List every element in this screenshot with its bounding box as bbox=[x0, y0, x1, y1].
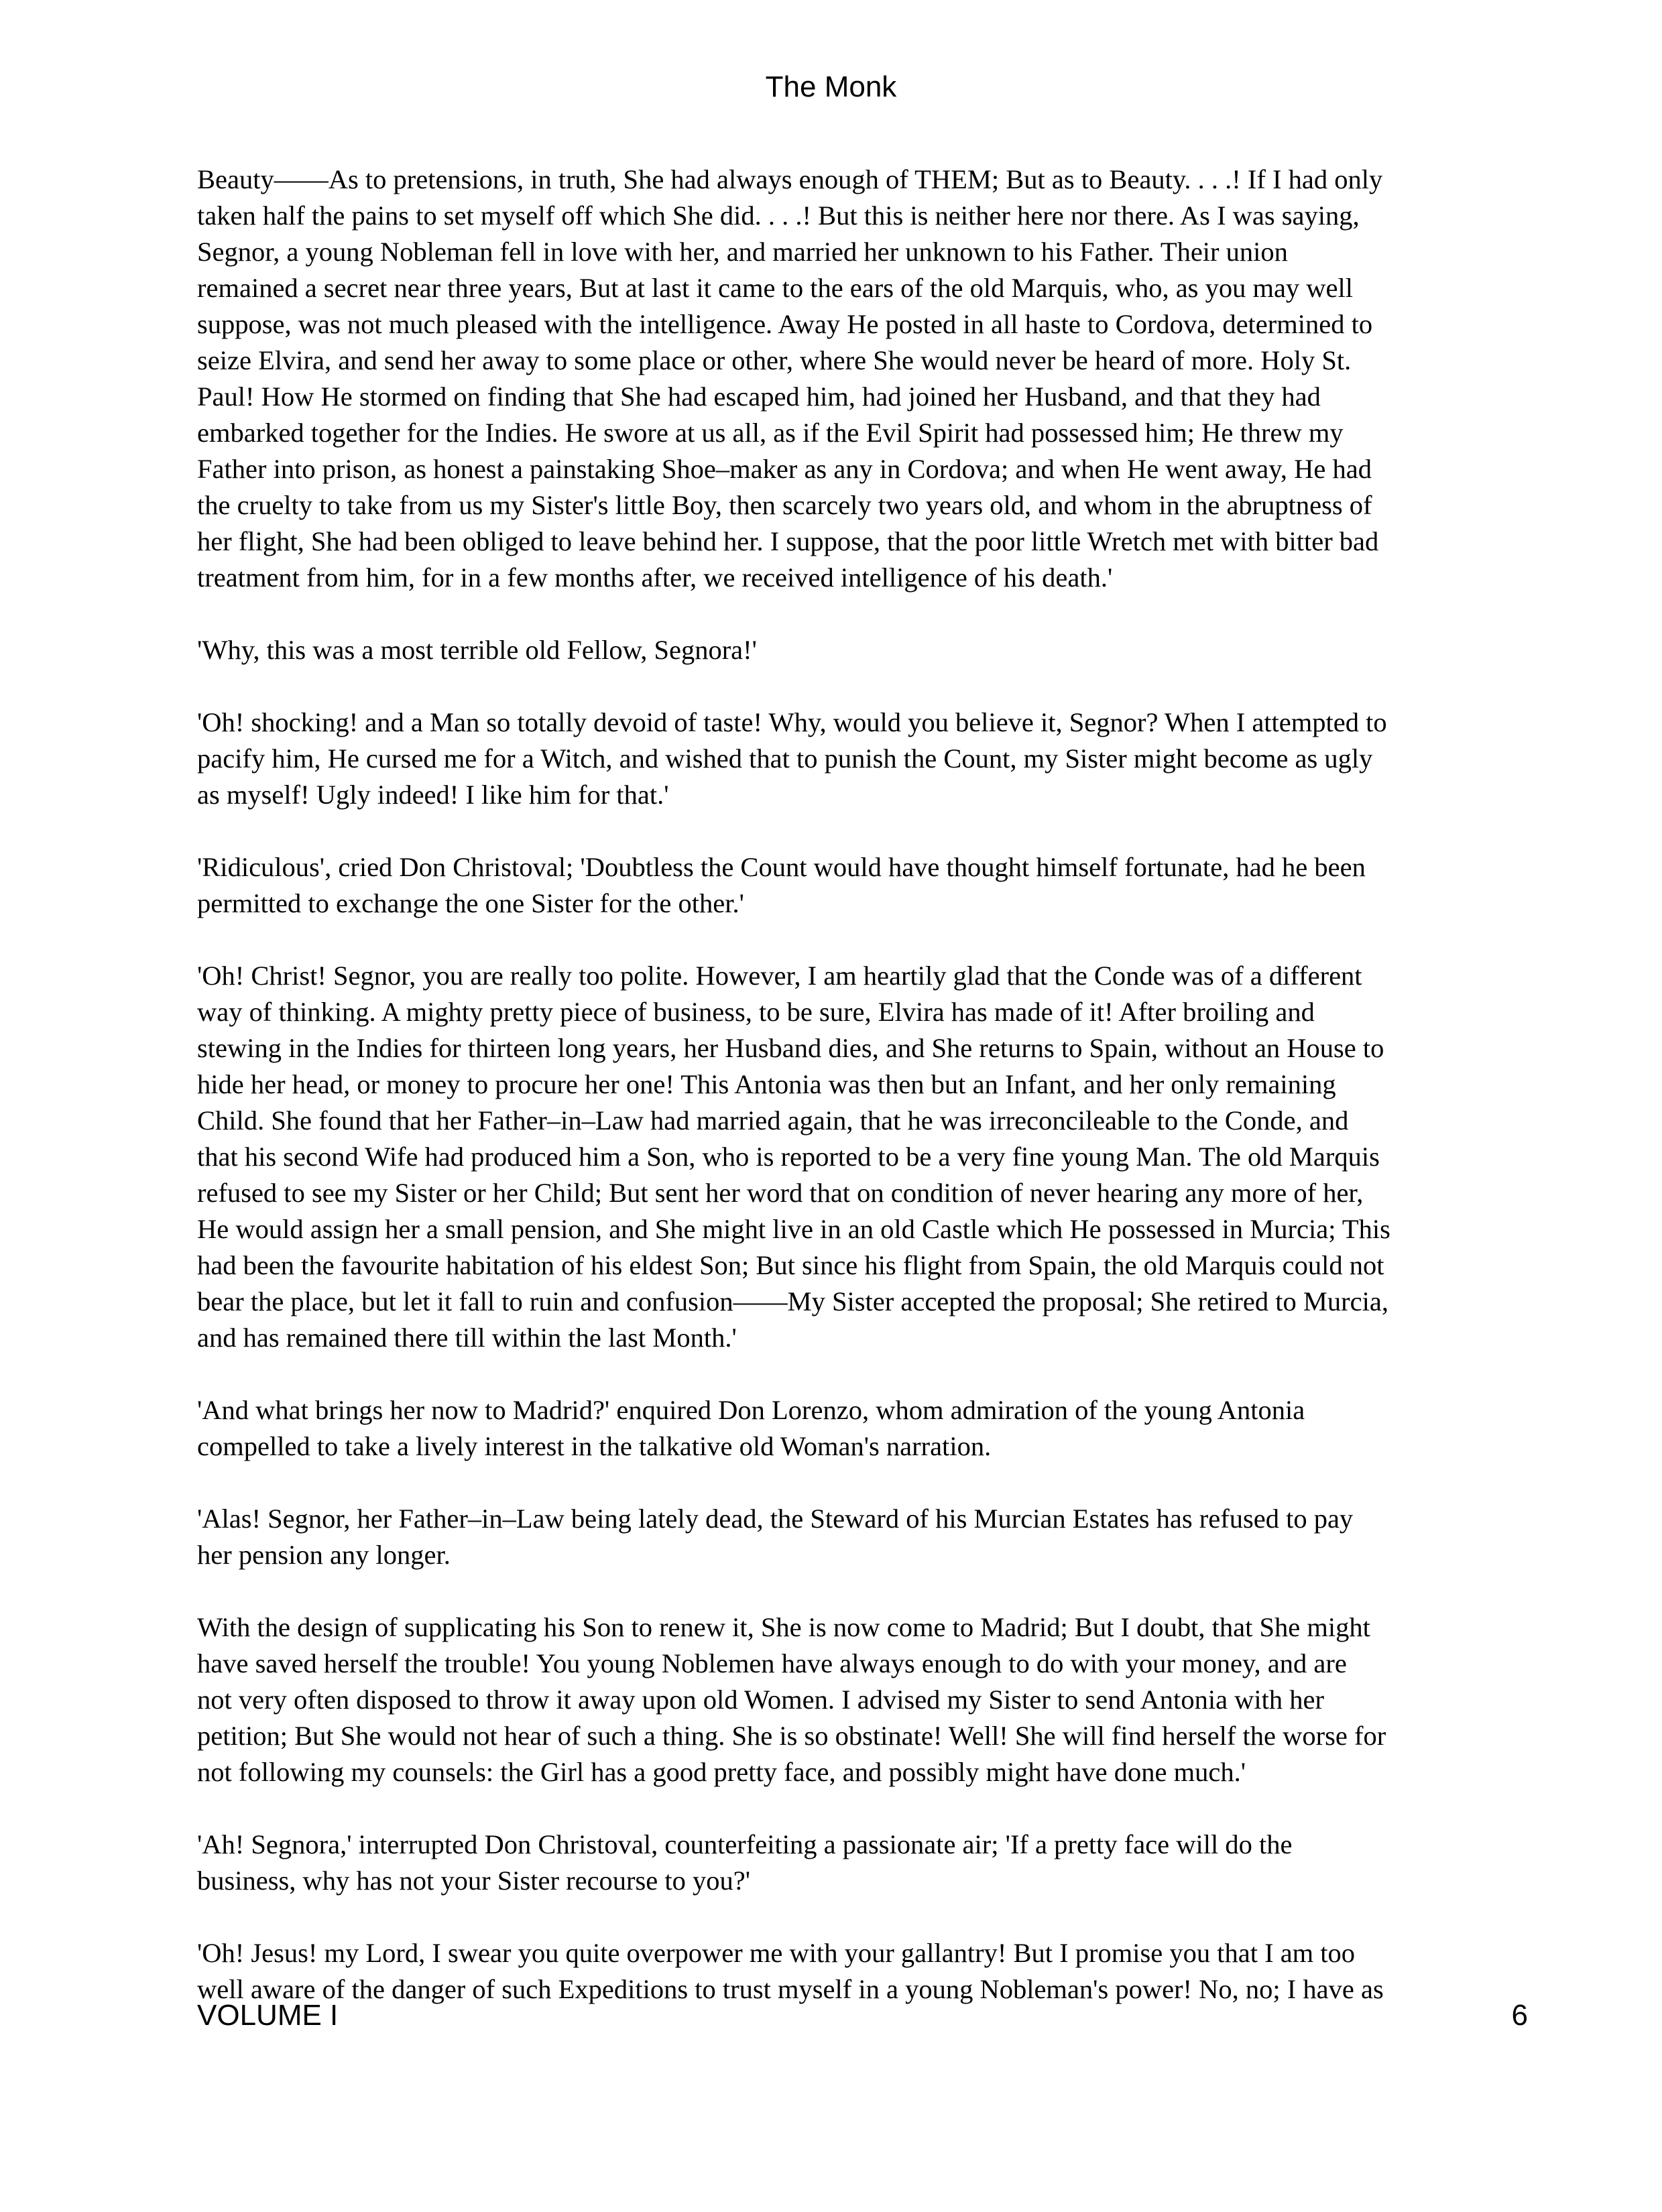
page-number: 6 bbox=[1511, 1999, 1528, 2032]
page-footer bbox=[197, 1998, 1528, 2034]
page-title: The Monk bbox=[765, 70, 897, 103]
paragraph: 'Oh! shocking! and a Man so totally devoid of taste! Why, would you believe it, Segnor? When I attempted to pacify him, He cursed me for a Witch, and wished that to punish the Count, my Sister might become as ugly as myself! Ugly indeed! I like him for that.' bbox=[197, 707, 1387, 810]
paragraph: 'Why, this was a most terrible old Fellow, Segnora!' bbox=[197, 635, 757, 665]
volume-label: VOLUME I bbox=[197, 1999, 339, 2032]
paragraph: 'Ah! Segnora,' interrupted Don Christoval, counterfeiting a passionate air; 'If a pretty face will do the business, why has not your Sister recourse to you?' bbox=[197, 1829, 1293, 1896]
body-text bbox=[197, 162, 1605, 2044]
paragraph: 'Alas! Segnor, her Father–in–Law being lately dead, the Steward of his Murcian Estates has refused to pay her pension any longer. bbox=[197, 1503, 1354, 1570]
paragraph: Beauty——As to pretensions, in truth, She had always enough of THEM; But as to Beauty. . . .! If I had only taken half the pains to set myself off which She did. . . .! But this is neither here nor there. As I was saying, Segnor, a young Nobleman fell in love with her, and married her unknown to his Father. Their union remained a secret near three years, But at last it came to the ears of the old Marquis, who, as you may well suppose, was not much pleased with the intelligence. Away He posted in all haste to Cordova, determined to seize Elvira, and send her away to some place or other, where She would never be heard of more. Holy St. Paul! How He stormed on finding that She had escaped him, had joined her Husband, and that they had embarked together for the Indies. He swore at us all, as if the Evil Spirit had possessed him; He threw my Father into prison, as honest a painstaking Shoe–maker as any in Cordova; and when He went away, He had the cruelty to take from us my Sister's little Boy, then scarcely two years old, and whom in the abruptness of her flight, She had been obliged to leave behind her. I suppose, that the poor little Wretch met with bitter bad treatment from him, for in a few months after, we received intelligence of his death.' bbox=[197, 164, 1383, 593]
paragraph: 'Oh! Jesus! my Lord, I swear you quite overpower me with your gallantry! But I promise you that I am too well aware of the danger of such Expeditions to trust myself in a young Nobleman's power! No, no; I have as bbox=[197, 1938, 1384, 2004]
paragraph: 'Oh! Christ! Segnor, you are really too polite. However, I am heartily glad that the Conde was of a different way of thinking. A mighty pretty piece of business, to be sure, Elvira has made of it! After broiling and stewing in the Indies for thirteen long years, her Husband dies, and She returns to Spain, without an House to hide her head, or money to procure her one! This Antonia was then but an Infant, and her only remaining Child. She found that her Father–in–Law had married again, that he was irreconcileable to the Conde, and that his second Wife had produced him a Son, who is reported to be a very fine young Man. The old Marquis refused to see my Sister or her Child; But sent her word that on condition of never hearing any more of her, He would assign her a small pension, and She might live in an old Castle which He possessed in Murcia; This had been the favourite habitation of his eldest Son; But since his flight from Spain, the old Marquis could not bear the place, but let it fall to ruin and confusion——My Sister accepted the proposal; She retired to Murcia, and has remained there till within the last Month.' bbox=[197, 961, 1390, 1353]
paragraph: 'And what brings her now to Madrid?' enquired Don Lorenzo, whom admiration of the young Antonia compelled to take a lively interest in the talkative old Woman's narration. bbox=[197, 1395, 1305, 1461]
paragraph: 'Ridiculous', cried Don Christoval; 'Doubtless the Count would have thought himself fortunate, had he been permitted to exchange the one Sister for the other.' bbox=[197, 852, 1366, 918]
paragraph: With the design of supplicating his Son to renew it, She is now come to Madrid; But I doubt, that She might have saved herself the trouble! You young Noblemen have always enough to do with your money, and are not very often disposed to throw it away upon old Women. I advised my Sister to send Antonia with her petition; But She would not hear of such a thing. She is so obstinate! Well! She will find herself the worse for not following my counsels: the Girl has a good pretty face, and possibly might have done much.' bbox=[197, 1612, 1386, 1787]
